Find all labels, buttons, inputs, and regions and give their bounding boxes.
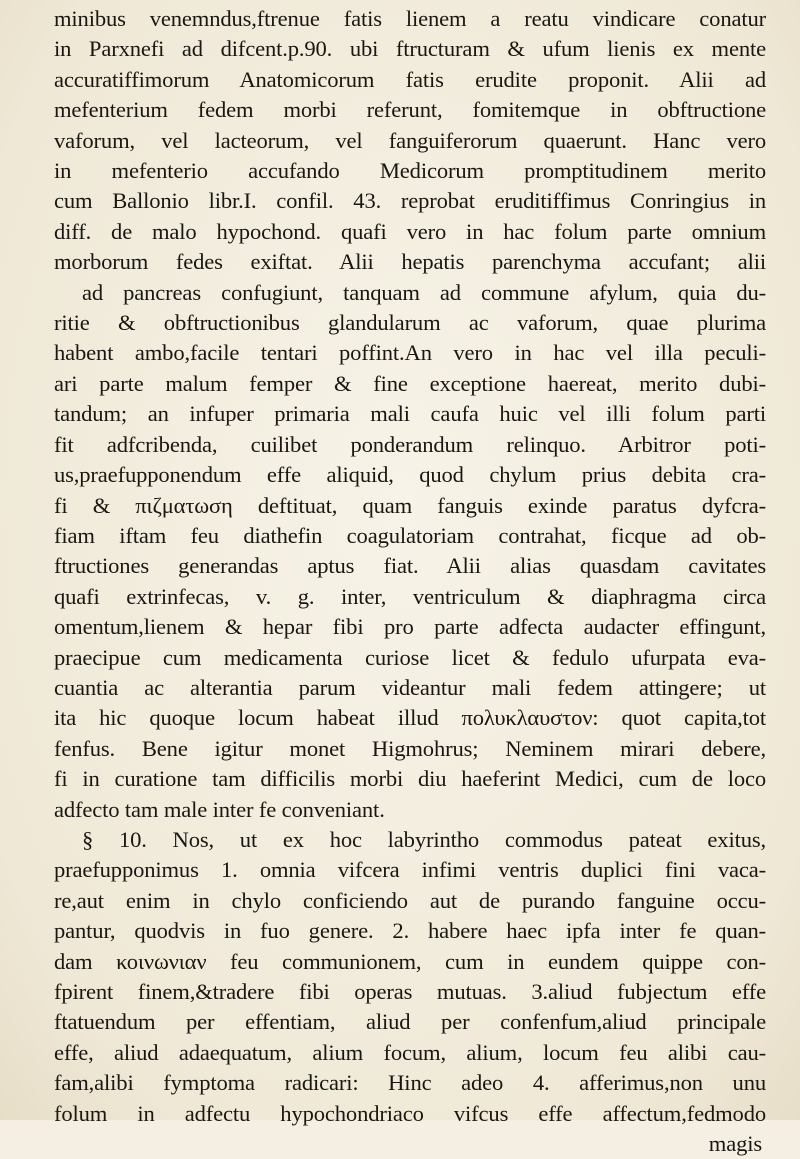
text-line: cum Ballonio libr.I. confil. 43. reprobat eruditiffimus Conringius in [54,188,766,214]
text-line: morborum fedes exiftat. Alii hepatis parenchyma accufant; alii [54,249,766,275]
text-line: quafi extrinfecas, v. g. inter, ventriculum & diaphragma circa [54,583,766,609]
text-line: fit adfcribenda, cuilibet ponderandum relinquo. Arbitror poti- [54,431,766,457]
text-line: ari parte malum femper & fine exceptione haereat, merito dubi- [54,370,766,396]
text-line: ita hic quoque locum habeat illud πολυκλαυστον: quot capita,tot [54,705,766,731]
text-line: in Parxnefi ad difcent.p.90. ubi ftructuram & ufum lienis ex mente [54,36,766,62]
text-line: re,aut enim in chylo conficiendo aut de purando fanguine occu- [54,887,766,913]
text-line: tandum; an infuper primaria mali caufa huic vel illi folum parti [54,401,766,427]
text-line: ad pancreas confugiunt, tanquam ad commune afylum, quia du- [82,279,766,305]
text-line: accuratiffimorum Anatomicorum fatis erudite proponit. Alii ad [54,66,766,92]
text-line: fiam iftam feu diathefin coagulatoriam contrahat, ficque ad ob- [54,522,766,548]
section-heading-line: § 10. Nos, ut ex hoc labyrintho commodus pateat exitus, [82,826,766,852]
text-line: in mefenterio accufando Medicorum promptitudinem merito [54,158,766,184]
text-line: pantur, quodvis in fuo genere. 2. habere haec ipfa inter fe quan- [54,918,766,944]
text-line: cuantia ac alterantia parum videantur mali fedem attingere; ut [54,674,766,700]
text-line: mefenterium fedem morbi referunt, fomitemque in obftructione [54,97,766,123]
text-line: folum in adfectu hypochondriaco vifcus effe affectum,fedmodo [54,1100,766,1126]
text-line: adfecto tam male inter fe conveniant. [54,796,385,822]
text-line: fenfus. Bene igitur monet Higmohrus; Neminem mirari debere, [54,735,766,761]
text-line: omentum,lienem & hepar fibi pro parte adfecta audacter effingunt, [54,614,766,640]
catchword: magis [708,1131,762,1157]
text-line: vaforum, vel lacteorum, vel fanguiferorum quaerunt. Hanc vero [54,127,766,153]
text-line: ftructiones generandas aptus fiat. Alii alias quasdam cavitates [54,553,766,579]
text-line: minibus venemndus,ftrenue fatis lienem a reatu vindicare conatur [54,6,766,31]
text-line: diff. de malo hypochond. quafi vero in hac folum parte omnium [54,218,766,244]
text-line: praefupponimus 1. omnia vifcera infimi ventris duplici fini vaca- [54,857,766,883]
text-line: effe, aliud adaequatum, alium focum, alium, locum feu alibi cau- [54,1039,766,1065]
body-text [54,4,766,1159]
text-line: fpirent finem,&tradere fibi operas mutuas. 3.aliud fubjectum effe [54,979,766,1004]
text-line: fi & πιζματωση deftituat, quam fanguis exinde paratus dyfcra- [54,492,766,518]
text-line: ritie & obftructionibus glandularum ac vaforum, quae plurima [54,310,766,336]
text-line: ftatuendum per effentiam, aliud per confenfum,aliud principale [54,1009,766,1035]
text-line: us,praefupponendum effe aliquid, quod chylum prius debita cra- [54,462,766,488]
text-line: praecipue cum medicamenta curiose licet & fedulo ufurpata eva- [54,644,766,670]
text-line: habent ambo,facile tentari poffint.An vero in hac vel illa peculi- [54,340,766,366]
text-line: dam κοινωνιαν feu communionem, cum in eundem quippe con- [54,948,766,974]
text-line: fi in curatione tam difficilis morbi diu haeferint Medici, cum de loco [54,766,766,792]
text-line: fam,alibi fymptoma radicari: Hinc adeo 4. afferimus,non unu [54,1070,766,1096]
